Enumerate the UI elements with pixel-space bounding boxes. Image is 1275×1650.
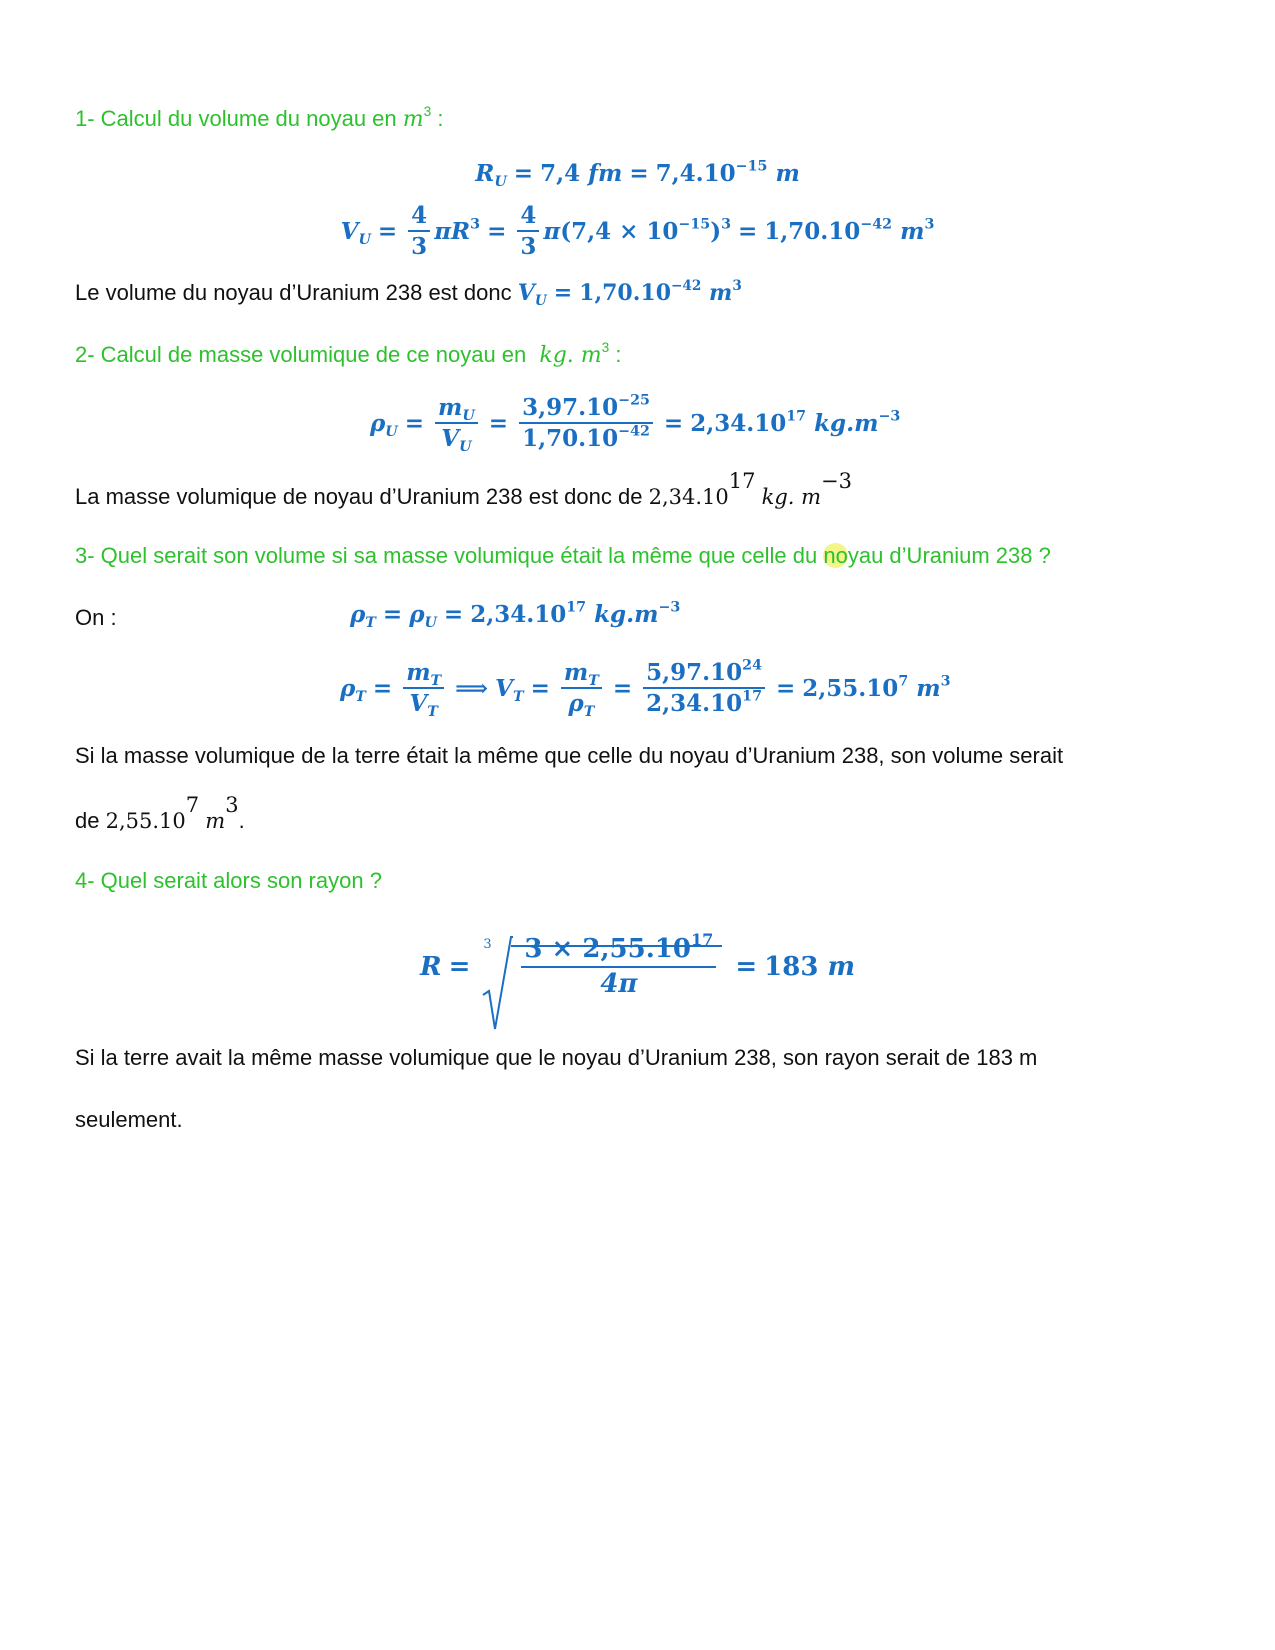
earth-volume-conclusion-line2: de 2,55.10$^7$ $m^3$. xyxy=(75,793,245,833)
highlight-mark: no xyxy=(823,543,848,568)
equation-density-equal: $\rho_T$ = $\rho_U$ = 2,34.10$^{17}$ $kg.m^{-3}$ xyxy=(350,599,681,631)
density-conclusion: La masse volumique de noyau d’Uranium 238 est donc de 2,34.10$^{17}$ kg. $m^{-3}$ xyxy=(75,469,853,509)
on-label: On : xyxy=(75,605,117,630)
equation-radius-result: R = 3 $\frac{3 \times 2,55.10^{17}}{4\pi}$ = 183 m xyxy=(0,935,1275,998)
earth-volume-conclusion-line1: Si la masse volumique de la terre était la même que celle du noyau d’Uranium 238, son volume serait xyxy=(75,743,1064,768)
section-3-heading: 3- Quel serait son volume si sa masse volumique était la même que celle du noyau d’Uranium 238 ? xyxy=(75,543,1051,568)
section-4-heading: 4- Quel serait alors son rayon ? xyxy=(75,868,382,893)
equation-earth-volume: $\rho_T$ = $\frac{m_T}{V_T}$ ⟹ $V_T$ = $\frac{m_T}{\rho_T}$ = $\frac{5,97.10^{24}}{2,34.10^{17}}$ = 2,55.10$^7$ $m^3$ xyxy=(340,657,951,721)
equation-radius: $R_U$ = 7,4 fm = $7,4.10^{-15}$ m xyxy=(475,158,800,190)
radius-conclusion-line1: Si la terre avait la même masse volumique que le noyau d’Uranium 238, son rayon serait de 183 m xyxy=(75,1045,1038,1070)
radius-conclusion-line2: seulement. xyxy=(75,1107,183,1132)
section-1-heading: 1- Calcul du volume du noyau en $m^3$ : xyxy=(75,103,444,132)
volume-conclusion: Le volume du noyau d’Uranium 238 est donc $V_U = 1,70.10^{-42}$ $m^3$ xyxy=(75,277,742,309)
equation-volume: $V_U$ = $\frac{4}{3}$ $\pi R^3$ = $\frac{4}{3}$ π $(7,4 \times 10^{-15})^3$ = $1,70.10^{-42}$ $m^3$ xyxy=(340,202,935,261)
equation-density: $\rho_U$ = $\frac{m_U}{V_U}$ = $\frac{3,97.10^{-25}}{1,70.10^{-42}}$ = 2,34.10$^{17}$ $kg.m^{-3}$ xyxy=(370,392,901,456)
radical-sign xyxy=(481,929,513,1033)
cube-root: 3 $\frac{3 \times 2,55.10^{17}}{4\pi}$ xyxy=(481,935,722,998)
section-2-heading: 2- Calcul de masse volumique de ce noyau en kg. $m^3$ : xyxy=(75,339,622,368)
